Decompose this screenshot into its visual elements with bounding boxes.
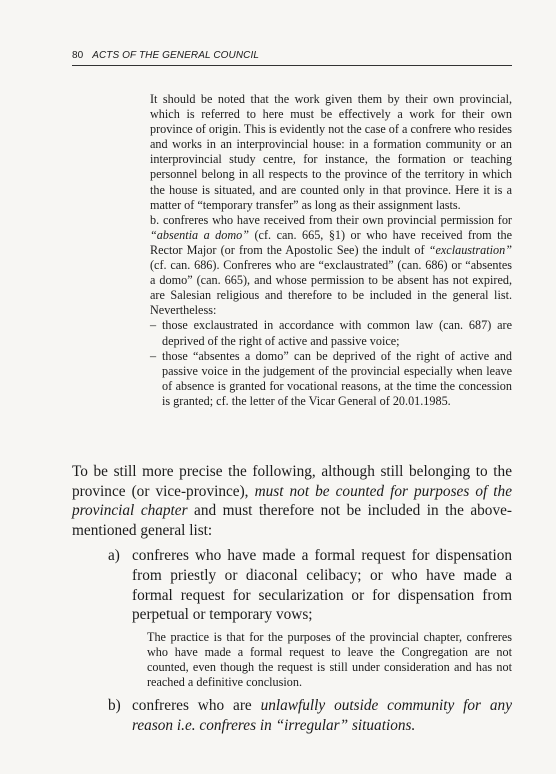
dash-item: – those exclaustrated in accordance with common law (can. 687) are deprived of the right of active and passive voice;: [150, 318, 512, 348]
note-block: [150, 92, 512, 409]
list-item-a: [72, 546, 512, 690]
main-block: [72, 462, 512, 735]
dash-item: – those “absentes a domo” can be deprived of the right of active and passive voice in the judgement of the provincial especially when leave of absence is granted for vocational reasons, at the time the concession is granted; cf. the letter of the Vicar General of 20.01.1985.: [150, 349, 512, 409]
page-number: 80: [72, 50, 84, 61]
list-item-text: confreres who have made a formal request for dispensation from priestly or diaconal celibacy; or who have made a formal request for secularization or for dispensation from perpetual or temporary vows;: [132, 547, 512, 624]
dash-list: [150, 318, 512, 409]
list-item-b: [72, 696, 512, 735]
list-item-text: confreres who are unlawfully outside community for any reason i.e. confreres in “irregular” situations.: [132, 697, 512, 734]
intro-paragraph: To be still more precise the following, although still belonging to the province (or vice-province), must not be counted for purposes of the provincial chapter and must therefore not be included in the above-mentioned general list:: [72, 463, 512, 539]
running-title: ACTS OF THE GENERAL COUNCIL: [92, 50, 260, 61]
note-paragraph-a: It should be noted that the work given them by their own provincial, which is referred to here must be effectively a work for their own province of origin. This is evidently not the case of a confrere who resides and works in an interprovincial house: in a formation community or an interprovincial study centre, for instance, the formation or teaching personnel belong in all respects to the province of the territory in which the house is situated, and are counted only in that province. Here it is a matter of “temporary transfer” as long as their assignment lasts.: [150, 92, 512, 212]
list-marker: a): [108, 547, 120, 565]
list-marker: b): [108, 697, 121, 715]
running-header: [72, 50, 512, 61]
note-paragraph-b: b. confreres who have received from their own provincial permission for “absentia a domo” (cf. can. 665, §1) or who have received from the Rector Major (or from the Apostolic See) the indult of “exclaustration” (cf. can. 686). Confreres who are “exclaustrated” (can. 686) or “absentes a domo” (can. 665), and whose permission to be absent has not expired, are Salesian religious and therefore to be included in the general list. Nevertheless:: [150, 212, 512, 318]
header-rule: [72, 65, 512, 66]
practice-note: The practice is that for the purposes of the provincial chapter, confreres who have made a formal request to leave the Congregation are not counted, even though the request is still under consideration and has not reached a definitive conclusion.: [147, 629, 512, 690]
exclusion-list: [72, 546, 512, 735]
